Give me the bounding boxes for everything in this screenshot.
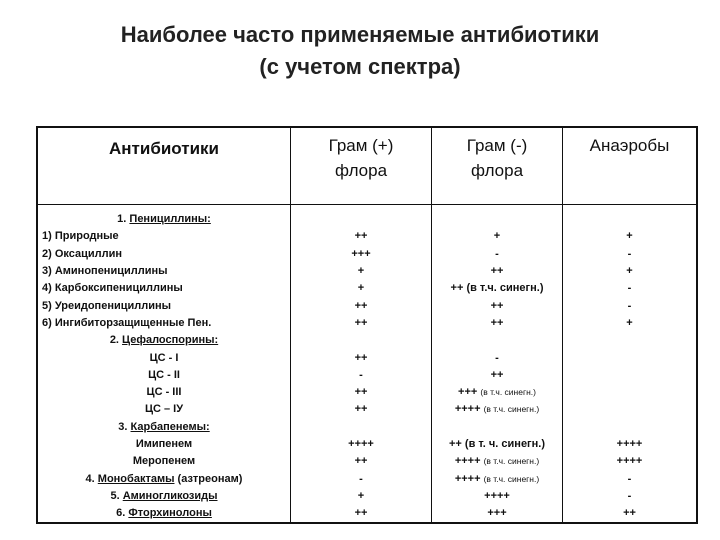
antibiotic-name: Меропенем [132,455,196,468]
antibiotic-cell [37,419,291,436]
antibiotic-cell [37,280,291,297]
gram-positive-cell [291,228,432,245]
anaerobes-cell [563,384,698,401]
table-row [37,488,697,505]
gram-negative-value: - [495,351,499,364]
gram-positive-cell [291,367,432,384]
anaerobes-cell [563,367,698,384]
gram-negative-cell [432,228,563,245]
gram-positive-value: ++ [354,351,368,364]
header-row [37,127,697,205]
gram-positive-cell [291,470,432,487]
table-row [37,205,697,229]
anaerobes-cell [563,263,698,280]
anaerobes-cell [563,246,698,263]
gram-positive-cell [291,384,432,401]
anaerobes-value: ++ [623,507,636,520]
gram-positive-value: ++ [354,386,368,399]
anaerobes-cell [563,401,698,418]
gram-positive-value: ++ [354,299,368,312]
antibiotic-name: Фторхинолоны [128,507,212,520]
gram-negative-cell [432,384,563,401]
antibiotic-name: Карбапенемы: [130,420,210,433]
antibiotic-name: Монобактамы [97,472,175,485]
gram-negative-value: + [493,230,501,243]
gram-positive-value: ++ [354,316,368,329]
gram-positive-value: ++ [354,455,368,468]
gram-negative-cell [432,401,563,418]
antibiotic-cell [37,263,291,280]
gram-negative-value: ++++ [454,472,481,485]
anaerobes-cell [563,470,698,487]
table-row [37,263,697,280]
antibiotic-group-number: 1. [117,213,130,226]
anaerobes-cell [563,315,698,332]
gram-positive-value: ++ [354,507,368,520]
antibiotic-cell [37,349,291,366]
gram-negative-note: (в т.ч. синегн.) [483,473,540,484]
header-gram-positive-line2: флора [334,161,388,180]
anaerobes-cell [563,419,698,436]
gram-negative-cell [432,419,563,436]
gram-negative-value: ++ [490,265,504,278]
gram-negative-note: (в т.ч. синегн.) [483,456,540,467]
gram-positive-value: + [357,265,365,278]
table-row [37,367,697,384]
gram-negative-note: (в т.ч. синегн.) [466,282,544,295]
header-gram-positive-line1: Грам (+) [328,136,394,155]
antibiotic-name: 4) Карбоксипенициллины [42,282,183,295]
antibiotics-spectrum-table [36,126,698,524]
anaerobes-value: ++++ [616,455,643,468]
table-row [37,470,697,487]
antibiotic-name: Аминогликозиды [122,489,218,502]
anaerobes-value: + [626,230,633,243]
antibiotic-cell [37,246,291,263]
gram-positive-cell [291,505,432,523]
antibiotic-cell [37,367,291,384]
antibiotic-name: Имипенем [135,438,193,450]
gram-positive-value: + [357,489,365,502]
gram-negative-value: ++ [490,299,504,312]
antibiotic-cell [37,401,291,418]
table-row [37,453,697,470]
anaerobes-cell [563,297,698,314]
table-row [37,228,697,245]
slide-title-line1: Наиболее часто применяемые антибиотики [120,22,600,47]
anaerobes-cell [563,488,698,505]
gram-negative-cell [432,505,563,523]
anaerobes-value: - [627,282,632,295]
header-anaerobes [563,127,698,205]
antibiotic-cell [37,488,291,505]
gram-positive-cell [291,246,432,263]
gram-negative-note: (в т. ч. синегн.) [464,438,546,450]
anaerobes-value: ++++ [616,438,643,450]
anaerobes-value: - [627,299,632,312]
gram-negative-cell [432,349,563,366]
antibiotic-group-number: 6. [116,507,129,520]
antibiotic-name: 2) Оксациллин [42,247,123,260]
antibiotic-name: 3) Аминопенициллины [42,265,168,278]
gram-negative-value: ++ [448,438,462,450]
gram-negative-value: ++++ [454,403,481,416]
antibiotic-cell [37,453,291,470]
table-row [37,349,697,366]
antibiotic-cell [37,384,291,401]
gram-positive-value: - [359,368,363,381]
antibiotic-name: 6) Ингибиторзащищенные Пен. [42,316,212,329]
gram-negative-value: ++ [490,368,504,381]
gram-positive-cell [291,349,432,366]
gram-negative-value: ++ [490,316,504,329]
table-row [37,332,697,349]
gram-negative-value: ++++ [484,489,510,502]
gram-positive-cell [291,401,432,418]
gram-negative-cell [432,246,563,263]
gram-positive-cell [291,205,432,229]
table-row [37,315,697,332]
gram-negative-value: +++ [487,507,507,520]
antibiotic-cell [37,205,291,229]
gram-negative-cell [432,280,563,297]
antibiotic-cell [37,228,291,245]
table-row [37,419,697,436]
antibiotic-cell [37,470,291,487]
gram-negative-cell [432,470,563,487]
table-row [37,280,697,297]
gram-negative-cell [432,205,563,229]
anaerobes-cell [563,453,698,470]
gram-positive-cell [291,436,432,453]
antibiotic-cell [37,297,291,314]
anaerobes-value: - [627,472,632,485]
anaerobes-cell [563,349,698,366]
anaerobes-cell [563,205,698,229]
gram-negative-cell [432,453,563,470]
gram-negative-value: ++ [450,282,464,295]
anaerobes-cell [563,280,698,297]
gram-negative-value: ++++ [454,455,481,468]
antibiotic-cell [37,332,291,349]
gram-positive-cell [291,453,432,470]
gram-negative-cell [432,315,563,332]
antibiotic-cell [37,505,291,523]
table-row [37,436,697,453]
table-row [37,505,697,523]
gram-negative-cell [432,488,563,505]
anaerobes-cell [563,505,698,523]
gram-positive-cell [291,297,432,314]
gram-negative-note: (в т.ч. синегн.) [483,404,540,415]
header-gram-negative [432,127,563,205]
table-row [37,297,697,314]
anaerobes-cell [563,436,698,453]
gram-negative-cell [432,332,563,349]
antibiotic-name: ЦС - II [148,368,180,381]
antibiotic-group-number: 4. [85,472,98,485]
anaerobes-cell [563,228,698,245]
antibiotic-name: 5) Уреидопенициллины [42,299,172,312]
gram-negative-cell [432,367,563,384]
antibiotic-name: Пенициллины: [129,213,211,226]
header-gram-negative-line2: флора [470,161,524,180]
antibiotic-suffix: (азтреонам) [174,472,243,485]
antibiotic-name: ЦС – IУ [144,403,184,416]
anaerobes-cell [563,332,698,349]
gram-positive-value: ++ [354,403,368,416]
antibiotic-name: 1) Природные [42,230,119,243]
header-gram-positive [291,127,432,205]
table-row [37,384,697,401]
gram-negative-value: - [495,247,499,260]
header-antibiotics [37,127,291,205]
gram-positive-cell [291,280,432,297]
antibiotic-name: Цефалоспорины: [122,334,219,347]
gram-negative-note: (в т.ч. синегн.) [480,387,536,398]
gram-positive-value: ++ [354,230,368,243]
antibiotic-group-number: 5. [110,489,123,502]
anaerobes-value: + [626,265,633,278]
header-antibiotics-label: Антибиотики [109,139,219,158]
anaerobes-value: - [627,489,632,502]
slide-title-line2: (с учетом спектра) [259,54,461,79]
gram-negative-cell [432,263,563,280]
gram-negative-value: +++ [458,386,478,399]
table-row [37,401,697,418]
anaerobes-value: - [627,247,632,260]
gram-positive-value: +++ [351,247,371,260]
gram-positive-value: + [357,282,365,295]
gram-negative-cell [432,297,563,314]
gram-positive-cell [291,263,432,280]
antibiotic-cell [37,436,291,453]
gram-positive-cell [291,419,432,436]
gram-positive-value: - [359,472,363,485]
gram-positive-value: ++++ [348,438,374,450]
antibiotic-name: ЦС - III [146,386,182,399]
antibiotic-name: ЦС - I [149,351,179,364]
antibiotic-group-number: 2. [109,334,123,347]
gram-positive-cell [291,488,432,505]
table-row [37,246,697,263]
gram-positive-cell [291,332,432,349]
antibiotic-cell [37,315,291,332]
anaerobes-value: + [626,316,633,329]
header-anaerobes-label: Анаэробы [589,136,670,155]
gram-negative-cell [432,436,563,453]
header-gram-negative-line1: Грам (-) [466,136,528,155]
antibiotic-group-number: 3. [118,420,131,433]
gram-positive-cell [291,315,432,332]
